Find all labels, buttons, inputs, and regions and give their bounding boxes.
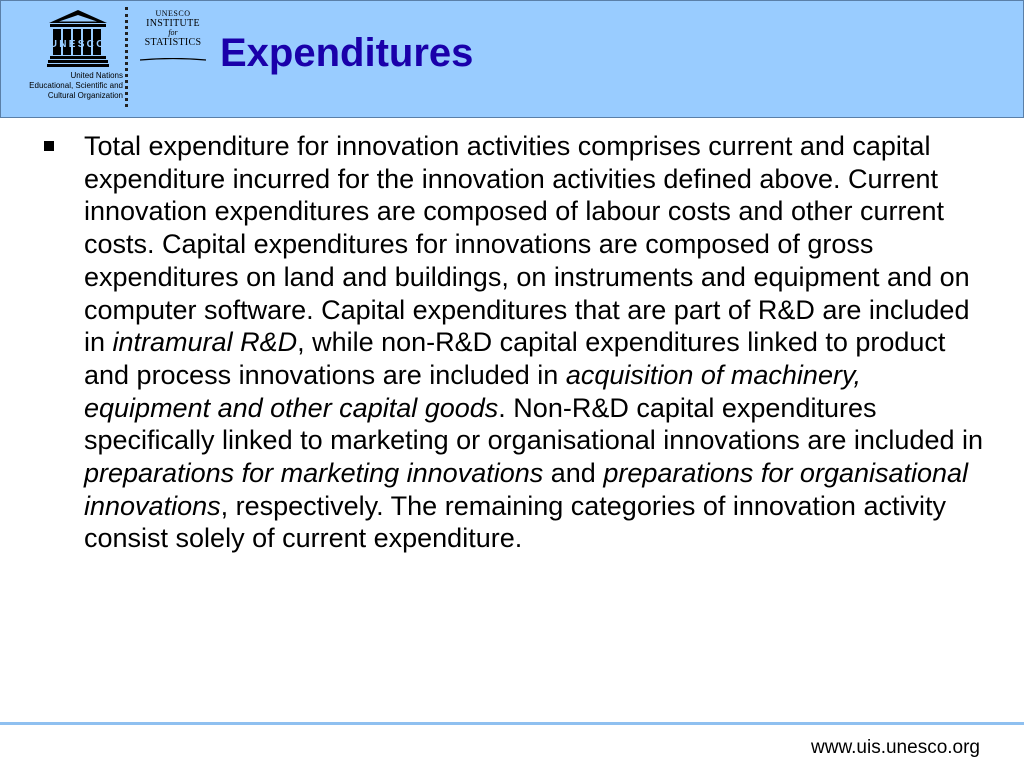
org-line: Cultural Organization — [47, 91, 123, 100]
org-line: Educational, Scientific and — [29, 81, 123, 90]
slide-title: Expenditures — [220, 31, 474, 75]
un-organization-name — [7, 71, 123, 101]
uis-swoosh-icon — [140, 58, 206, 61]
uis-institute-text: INSTITUTE — [146, 18, 200, 29]
footer-divider — [0, 722, 1024, 725]
bullet-text — [84, 130, 994, 555]
org-line: United Nations — [70, 71, 123, 80]
unesco-temple-icon — [47, 9, 109, 69]
square-bullet-icon — [44, 141, 54, 151]
italic-term: intramural R&D — [112, 327, 298, 358]
logo-divider — [125, 7, 128, 107]
text-segment: , respectively. The remaining categories of innovation activity consist solely of current expenditure. — [84, 490, 946, 554]
text-segment: , while non-R&D capital expenditures linked to product and process innovations are included in — [84, 327, 946, 390]
bullet-item — [44, 130, 994, 555]
uis-statistics-text: STATISTICS — [144, 37, 202, 48]
uis-logo — [137, 9, 209, 65]
text-segment: and — [543, 458, 604, 489]
unesco-logo — [7, 5, 125, 109]
italic-term: acquisition of machinery, equipment and other capital goods — [84, 359, 861, 423]
text-segment: . Non-R&D capital expenditures specifically linked to marketing or organisational innovations are included in — [84, 392, 984, 456]
italic-term: preparations for marketing innovations — [84, 458, 544, 489]
uis-for-text: for — [168, 28, 178, 37]
uis-top-text: UNESCO — [155, 9, 191, 18]
slide-content — [44, 130, 994, 555]
unesco-wordmark: UNESCO — [49, 39, 107, 50]
footer-url[interactable]: www.uis.unesco.org — [811, 737, 980, 758]
header-bar — [0, 0, 1024, 118]
italic-term: preparations for organisational innovations — [84, 458, 969, 521]
text-segment: Total expenditure for innovation activities comprises current and capital expenditure incurred for the innovation activities defined above. Current innovation expenditures are composed of labour costs and other current costs. Capital expenditures for innovations are composed of gross expenditures on land and buildings, on instruments and equipment and on computer software. Capital expenditures that are part of R&D are included in — [84, 131, 970, 358]
